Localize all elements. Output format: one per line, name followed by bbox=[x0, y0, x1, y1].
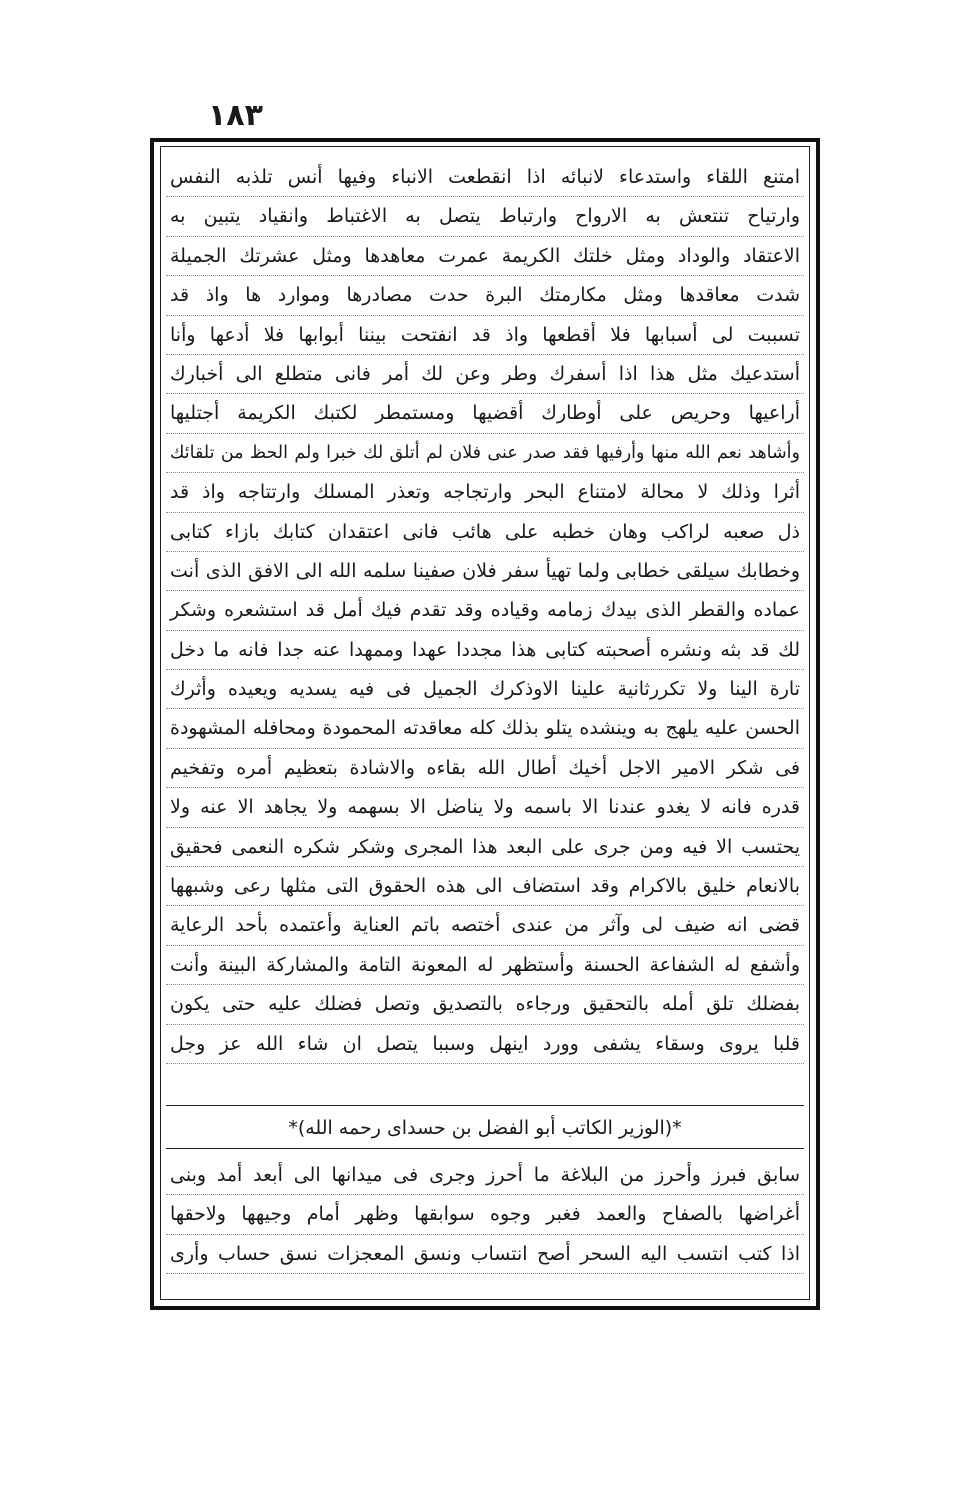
text-line: وارتياح تنتعش به الارواح وارتباط يتصل به الاغتباط وانقياد يتبين به bbox=[166, 197, 804, 236]
text-line: يحتسب الا فيه ومن جرى على البعد هذا المجرى وشكر شكره النعمى فحقيق bbox=[166, 828, 804, 867]
text-line: امتنع اللقاء واستدعاء لانبائه اذا انقطعت الانباء وفيها أنس تلذبه النفس bbox=[166, 158, 804, 197]
text-line: وأشفع له الشفاعة الحسنة وأستظهر له المعونة التامة والمشاركة البينة وأنت bbox=[166, 946, 804, 985]
text-line: بالانعام خليق بالاكرام وقد استضاف الى هذه الحقوق التى مثلها رعى وشبهها bbox=[166, 867, 804, 906]
text-line: ذل صعبه لراكب وهان خطبه على هائب فانى اعتقدان كتابك بازاء كتابى bbox=[166, 513, 804, 552]
biography-paragraph bbox=[166, 1156, 804, 1274]
text-line: قدره فانه لا يغدو عندنا الا باسمه ولا يناضل الا بسهمه ولا يجاهد الا عنه ولا bbox=[166, 788, 804, 827]
text-line: أغراضها بالصفاح والعمد فغبر وجوه سوابقها وظهر أمام وجيهها ولاحقها bbox=[166, 1195, 804, 1234]
text-line: وخطابك سيلقى خطابى ولما تهيأ سفر فلان صفينا سلمه الله الى الافق الذى أنت bbox=[166, 552, 804, 591]
text-line: أستدعيك مثل هذا اذا أسفرك وطر وعن لك أمر فانى متطلع الى أخبارك bbox=[166, 355, 804, 394]
text-line: قضى انه ضيف لى وآثر من عندى أختصه باتم العناية وأعتمده بأحد الرعاية bbox=[166, 906, 804, 945]
text-line: تارة الينا ولا تكررثانية علينا الاوذكرك الجميل فى فيه يسديه ويعيده وأثرك bbox=[166, 670, 804, 709]
text-line: فى شكر الامير الاجل أخيك أطال الله بقاءه والاشادة بتعظيم أمره وتفخيم bbox=[166, 749, 804, 788]
text-line: أثرا وذلك لا محالة لامتناع البحر وارتجاجه وتعذر المسلك وارتتاجه واذ قد bbox=[166, 473, 804, 512]
text-line: بفضلك تلق أمله بالتحقيق ورجاءه بالتصديق وتصل فضلك عليه حتى يكون bbox=[166, 985, 804, 1024]
text-line: لك قد بثه ونشره أصحبته كتابى هذا مجددا عهدا وممهدا عنه جدا فانه ما دخل bbox=[166, 631, 804, 670]
text-line: الحسن عليه يلهج به وينشده يتلو بذلك كله معاقدته المحمودة ومحافله المشهودة bbox=[166, 709, 804, 748]
text-line: الاعتقاد والوداد ومثل خلتك الكريمة عمرت معاهدها ومثل عشرتك الجميلة bbox=[166, 237, 804, 276]
text-line: أراعيها وحريص على أوطارك أقضيها ومستمطر لكتبك الكريمة أجتليها bbox=[166, 394, 804, 433]
text-line: عماده والقطر الذى بيدك زمامه وقياده وقد تقدم فيك أمل قد استشعره وشكر bbox=[166, 591, 804, 630]
text-line: تسببت لى أسبابها فلا أقطعها واذ قد انفتحت بيننا أبوابها فلا أدعها وأنا bbox=[166, 316, 804, 355]
letter-paragraph bbox=[166, 158, 804, 1064]
text-line: شدت معاقدها ومثل مكارمتك البرة حدت مصادرها وموارد ها واذ قد bbox=[166, 276, 804, 315]
text-line: وأشاهد نعم الله منها وأرفيها فقد صدر عنى فلان لم أتلق لك خبرا ولم الحظ من تلقائك bbox=[166, 434, 804, 473]
text-line: اذا كتب انتسب اليه السحر أصح انتساب ونسق المعجزات نسق حساب وأرى bbox=[166, 1235, 804, 1274]
text-line: سابق فبرز وأحرز من البلاغة ما أحرز وجرى فى ميدانها الى أبعد أمد وبنى bbox=[166, 1156, 804, 1195]
text-line: قلبا يروى وسقاء يشفى وورد اينهل وسببا يتصل ان شاء الله عز وجل bbox=[166, 1025, 804, 1064]
section-heading: *(الوزير الكاتب أبو الفضل بن حسداى رحمه الله)* bbox=[166, 1105, 804, 1149]
page-number: ١٨٣ bbox=[208, 98, 263, 133]
